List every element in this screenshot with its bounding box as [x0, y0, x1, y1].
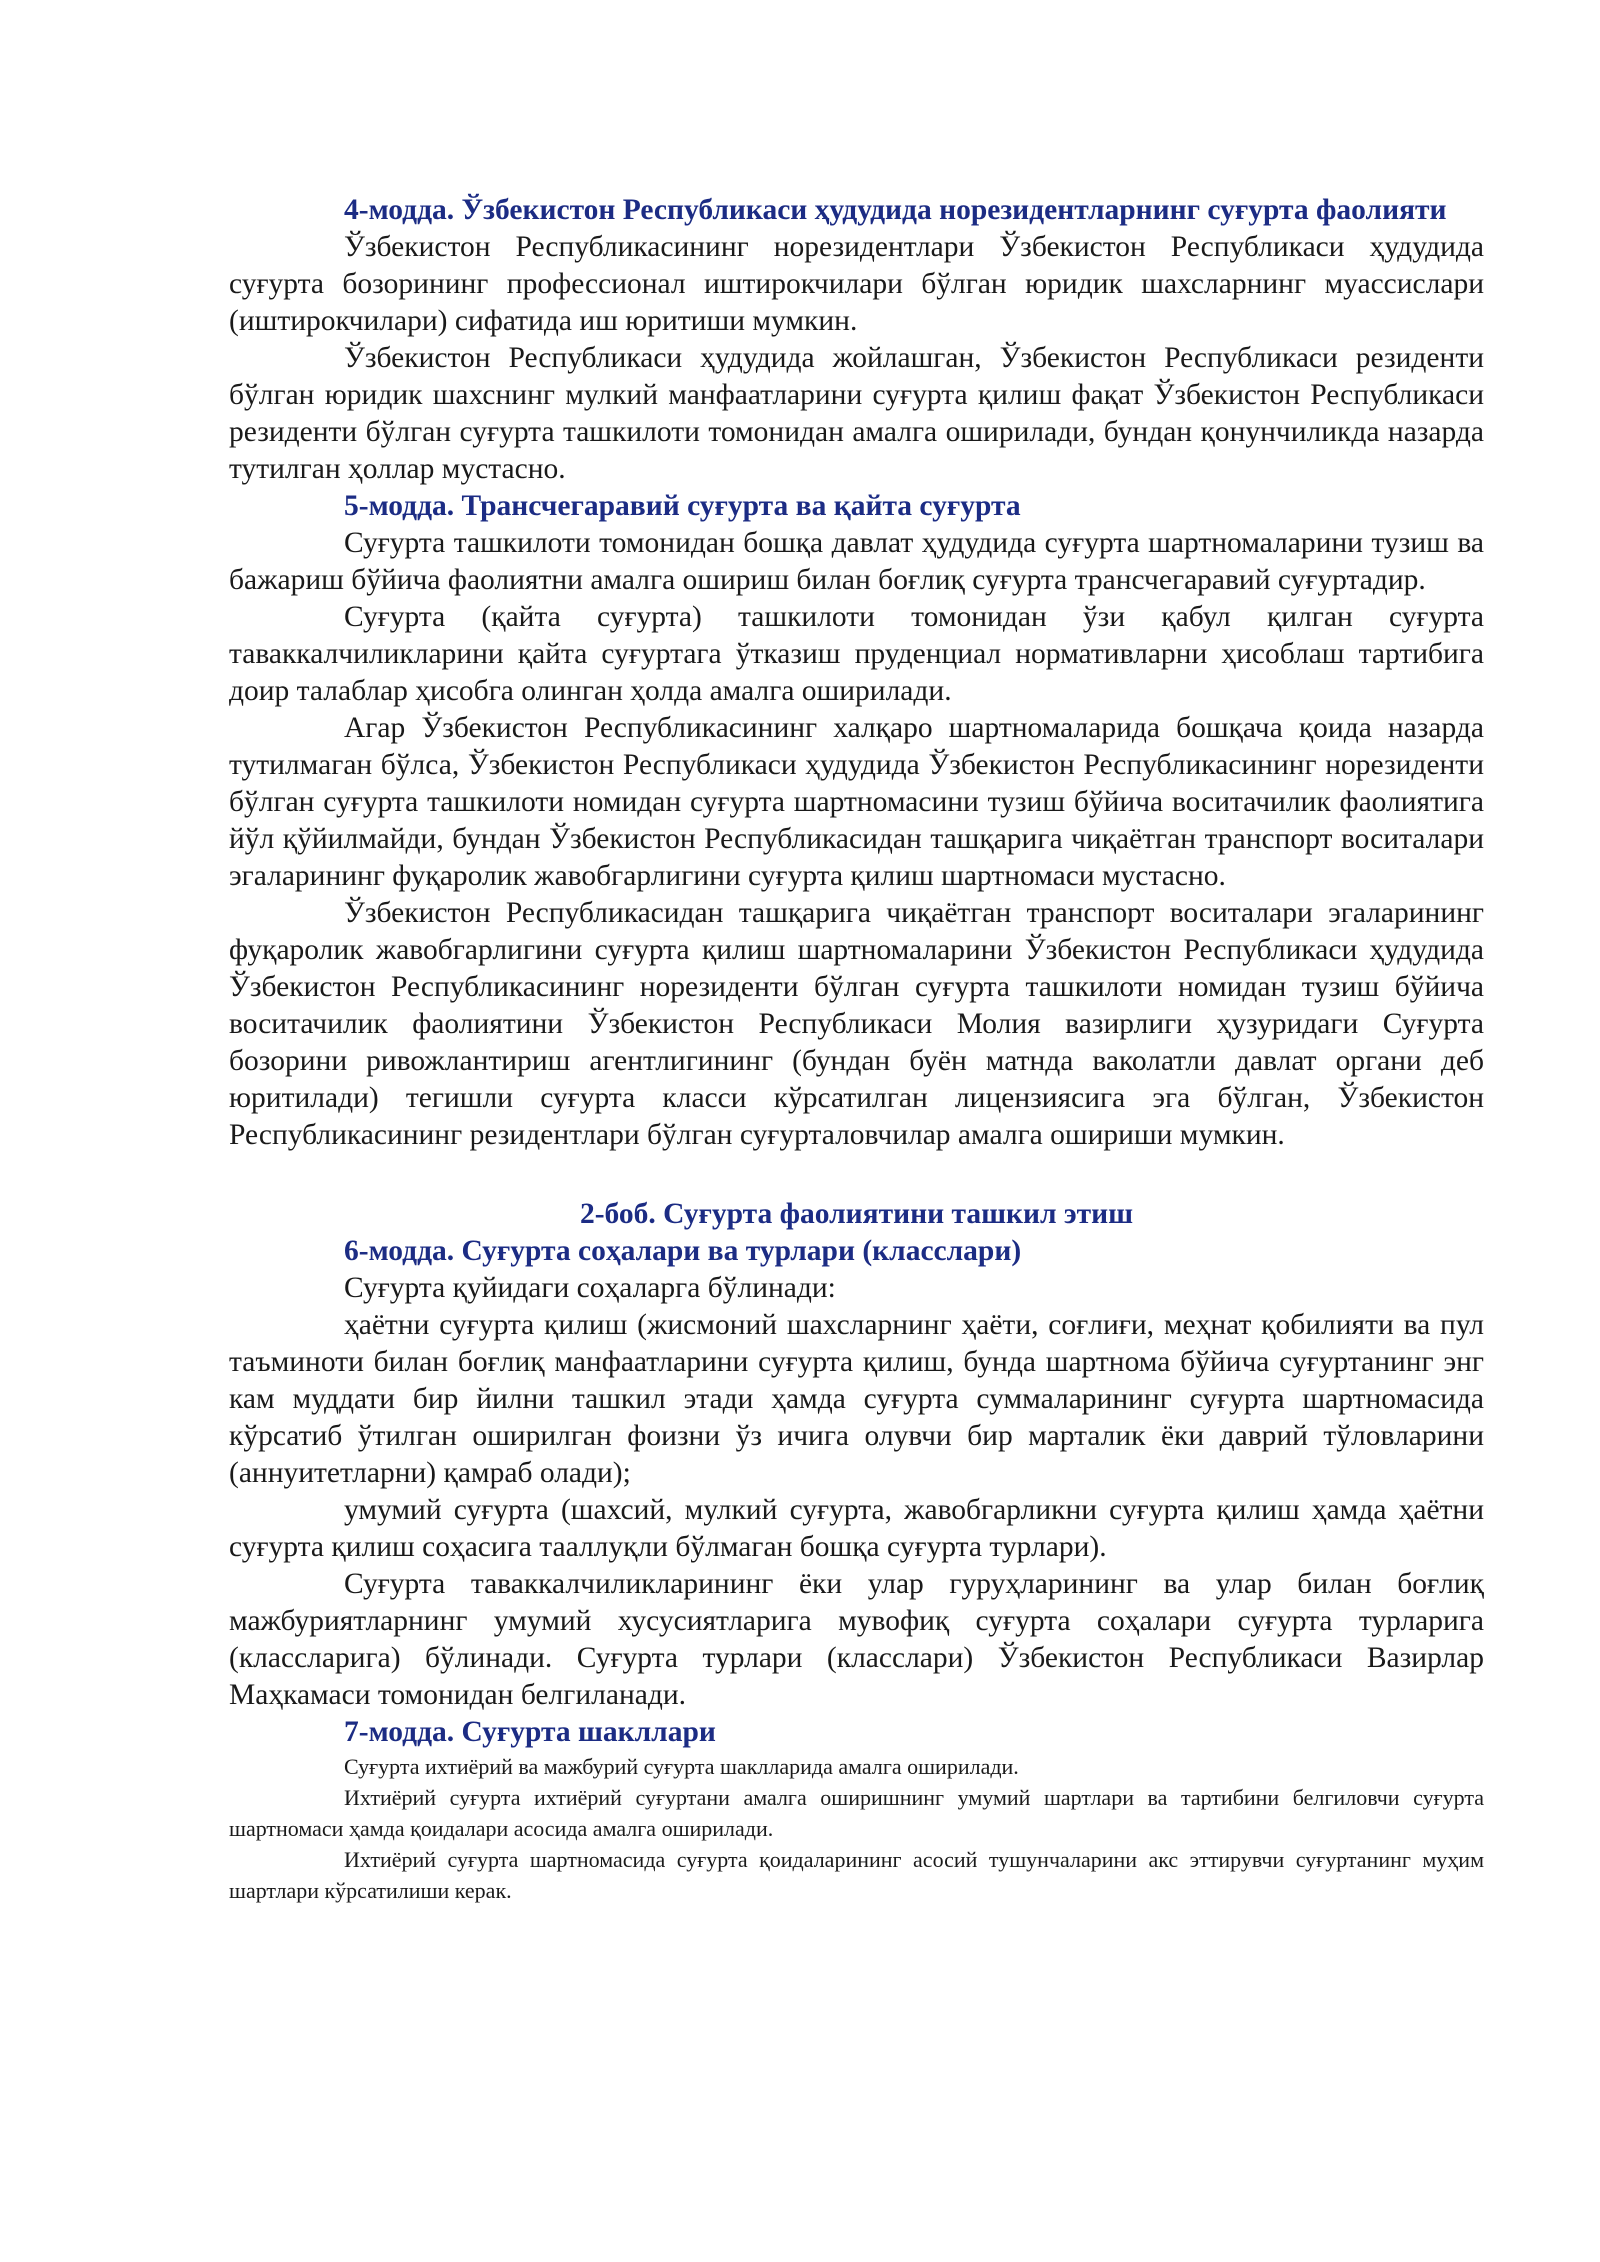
article-6-paragraph-3: умумий суғурта (шахсий, мулкий суғурта, жавобгарликни суғурта қилиш ҳамда ҳаётни суғурта қилиш соҳасига тааллуқли бўлмаган бошқа суғурта турлари).	[229, 1494, 1484, 1563]
article-7-paragraph-3: Ихтиёрий суғурта шартномасида суғурта қоидаларининг асосий тушунчаларини акс эттирувчи суғуртанинг муҳим шартлари кўрсатилиши керак.	[229, 1847, 1484, 1903]
section-spacer	[229, 1154, 1484, 1196]
article-6-paragraph-1: Суғурта қуйидаги соҳаларга бўлинади:	[344, 1272, 836, 1304]
document-page	[229, 192, 1484, 1906]
article-4-paragraph-2: Ўзбекистон Республикаси ҳудудида жойлашган, Ўзбекистон Республикаси резиденти бўлган юридик шахснинг мулкий манфаатларини суғурта қилиш фақат Ўзбекистон Республикаси резиденти бўлган суғурта ташкилоти томонидан амалга оширилади, бундан қонунчиликда назарда тутилган ҳоллар мустасно.	[229, 342, 1484, 485]
article-4-paragraph-1: Ўзбекистон Республикасининг норезидентлари Ўзбекистон Республикаси ҳудудида суғурта бозорининг профессионал иштирокчилари бўлган юридик шахсларнинг муассислари (иштирокчилари) сифатида иш юритиши мумкин.	[229, 231, 1484, 337]
article-5-paragraph-1: Суғурта ташкилоти томонидан бошқа давлат ҳудудида суғурта шартномаларини тузиш ва бажариш бўйича фаолиятни амалга ошириш билан боғлиқ суғурта трансчегаравий суғуртадир.	[229, 527, 1484, 596]
article-6-paragraph-2: ҳаётни суғурта қилиш (жисмоний шахсларнинг ҳаёти, соғлиғи, меҳнат қобилияти ва пул таъминоти билан боғлиқ манфаатларини суғурта қилиш, бунда шартнома бўйича суғуртанинг энг кам муддати бир йилни ташкил этади ҳамда суғурта суммаларининг суғурта шартномасида кўрсатиб ўтилган оширилган фоизни ўз ичига олувчи бир марталик ёки даврий тўловларини (аннуитетларни) қамраб олади);	[229, 1309, 1484, 1489]
article-7-paragraph-2: Ихтиёрий суғурта ихтиёрий суғуртани амалга оширишнинг умумий шартлари ва тартибини белгиловчи суғурта шартномаси ҳамда қоидалари асосида амалга оширилади.	[229, 1785, 1484, 1841]
article-5-paragraph-2: Суғурта (қайта суғурта) ташкилоти томонидан ўзи қабул қилган суғурта таваккалчиликларини қайта суғуртага ўтказиш пруденциал нормативларни ҳисоблаш тартибига доир талаблар ҳисобга олинган ҳолда амалга оширилади.	[229, 601, 1484, 707]
article-5-paragraph-3: Агар Ўзбекистон Республикасининг халқаро шартномаларида бошқача қоида назарда тутилмаган бўлса, Ўзбекистон Республикаси ҳудудида Ўзбекистон Республикасининг норезиденти бўлган суғурта ташкилоти номидан суғурта шартномасини тузиш бўйича воситачилик фаолиятига йўл қўйилмайди, бундан Ўзбекистон Республикасидан ташқарига чиқаётган транспорт воситалари эгаларининг фуқаролик жавобгарлигини суғурта қилиш шартномаси мустасно.	[229, 712, 1484, 892]
article-6-title: 6-модда. Суғурта соҳалари ва турлари (класслари)	[344, 1235, 1022, 1267]
chapter-2-title: 2-боб. Суғурта фаолиятини ташкил этиш	[579, 1198, 1134, 1230]
article-7-title: 7-модда. Суғурта шакллари	[344, 1716, 716, 1748]
article-7-paragraph-1: Суғурта ихтиёрий ва мажбурий суғурта шаклларида амалга оширилади.	[344, 1754, 1019, 1779]
article-6-paragraph-4: Суғурта таваккалчиликларининг ёки улар гуруҳларининг ва улар билан боғлиқ мажбуриятларнинг умумий хусусиятларига мувофиқ суғурта соҳалари суғурта турларига (классларига) бўлинади. Суғурта турлари (класслари) Ўзбекистон Республикаси Вазирлар Маҳкамаси томонидан белгиланади.	[229, 1568, 1484, 1711]
article-5-title: 5-модда. Трансчегаравий суғурта ва қайта суғурта	[344, 490, 1021, 522]
article-5-paragraph-4: Ўзбекистон Республикасидан ташқарига чиқаётган транспорт воситалари эгаларининг фуқаролик жавобгарлигини суғурта қилиш шартномаларини Ўзбекистон Республикаси ҳудудида Ўзбекистон Республикасининг норезиденти бўлган суғурта ташкилоти номидан тузиш бўйича воситачилик фаолиятини Ўзбекистон Республикаси Молия вазирлиги ҳузуридаги Суғурта бозорини ривожлантириш агентлигининг (бундан буён матнда ваколатли давлат органи деб юритилади) тегишли суғурта класси кўрсатилган лицензиясига эга бўлган, Ўзбекистон Республикасининг резидентлари бўлган суғурталовчилар амалга ошириши мумкин.	[229, 897, 1484, 1151]
article-4-title: 4-модда. Ўзбекистон Республикаси ҳудудида норезидентларнинг суғурта фаолияти	[344, 194, 1447, 226]
